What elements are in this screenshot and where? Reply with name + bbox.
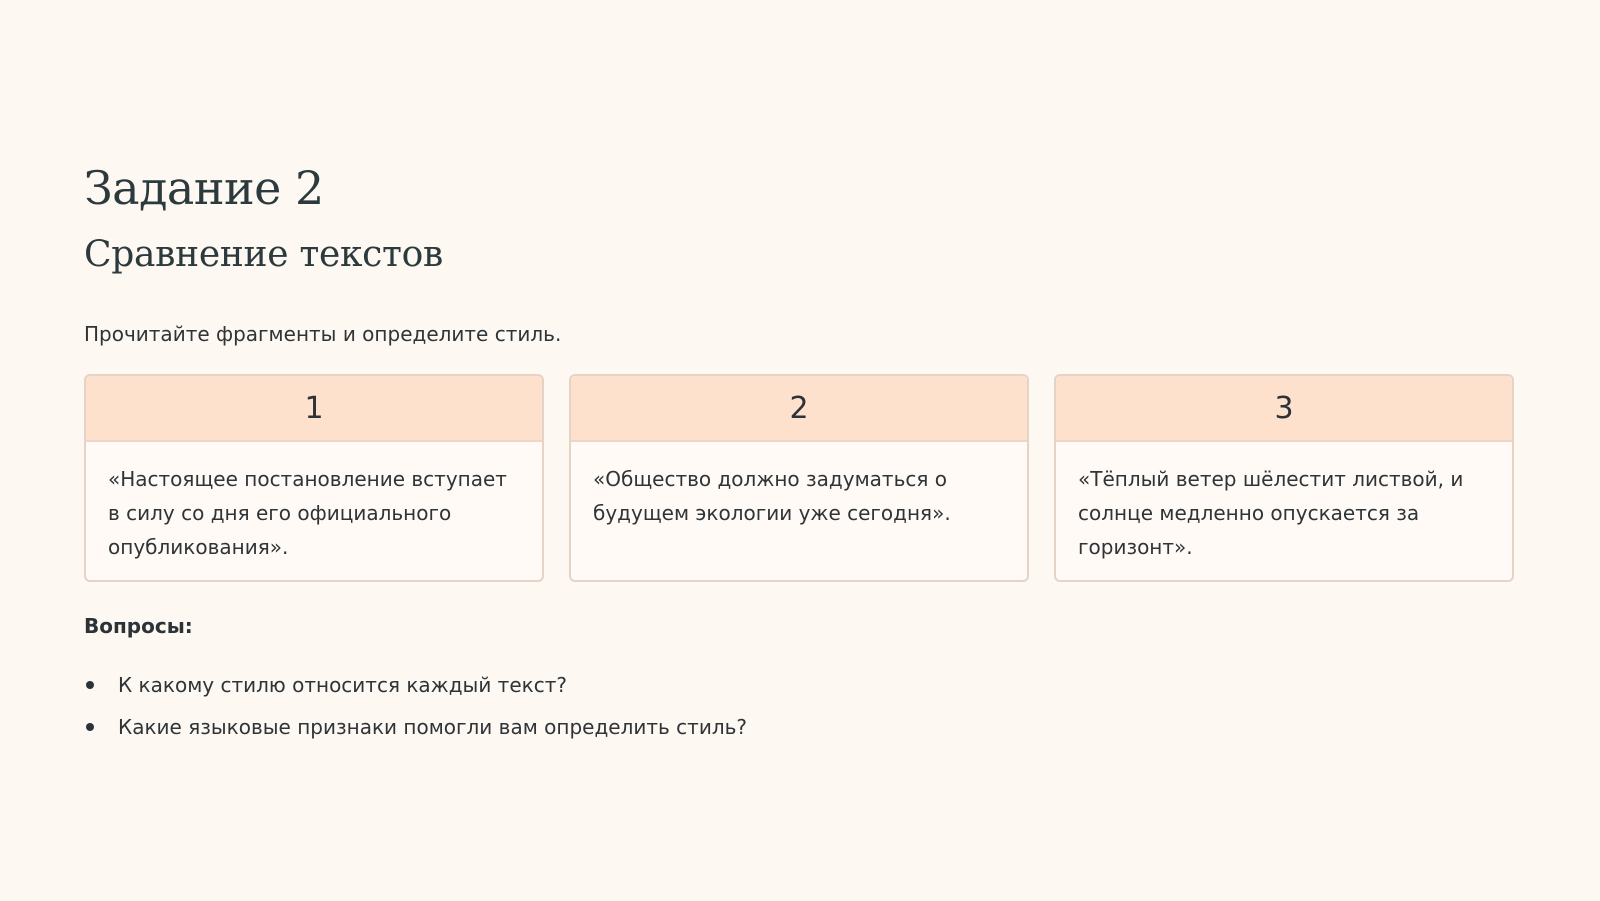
text-card-2 [569, 374, 1029, 582]
text-card-1 [84, 374, 544, 582]
instruction-text: Прочитайте фрагменты и определите стиль. [84, 322, 562, 346]
text-cards [84, 374, 1516, 586]
question-item [84, 706, 747, 748]
bullet-icon [86, 723, 94, 731]
card-text: «Настоящее постановление вступает в силу со дня его официального опубликования». [108, 467, 507, 559]
questions-list [84, 664, 747, 748]
card-text: «Общество должно задуматься о будущем экологии уже сегодня». [593, 467, 951, 525]
card-number: 1 [86, 376, 542, 442]
question-text: К какому стилю относится каждый текст? [118, 673, 567, 697]
card-text: «Тёплый ветер шёлестит листвой, и солнце медленно опускается за горизонт». [1078, 467, 1464, 559]
page-subtitle: Сравнение текстов [84, 234, 443, 275]
text-card-3 [1054, 374, 1514, 582]
question-text: Какие языковые признаки помогли вам определить стиль? [118, 715, 748, 739]
card-number: 3 [1056, 376, 1512, 442]
question-item [84, 664, 747, 706]
page-title: Задание 2 [84, 161, 324, 215]
card-number: 2 [571, 376, 1027, 442]
bullet-icon [86, 681, 94, 689]
questions-label: Вопросы: [84, 614, 193, 638]
